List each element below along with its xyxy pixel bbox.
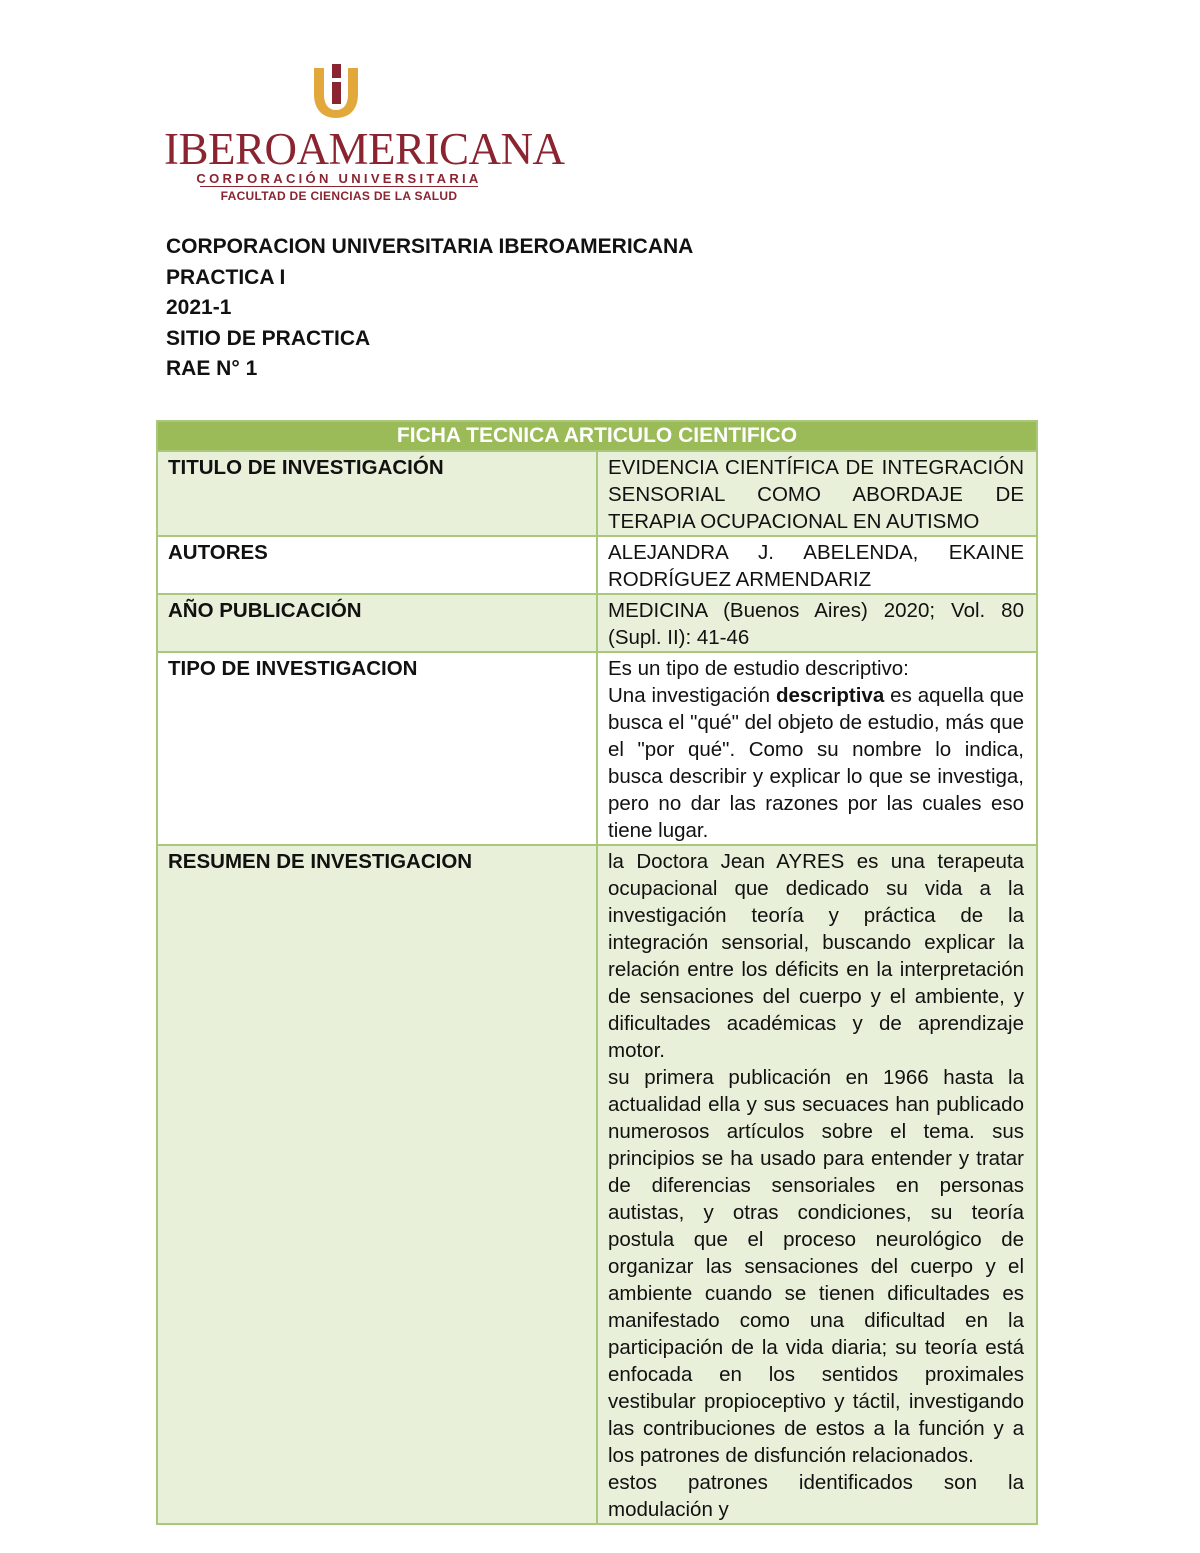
row-value-anio: MEDICINA (Buenos Aires) 2020; Vol. 80 (Supl. II): 41-46 bbox=[597, 594, 1037, 652]
row-value-resumen bbox=[597, 845, 1037, 1524]
logo-faculty: FACULTAD DE CIENCIAS DE LA SALUD bbox=[220, 189, 458, 203]
heading-site: SITIO DE PRACTICA bbox=[166, 326, 371, 350]
heading-period: 2021-1 bbox=[166, 296, 232, 319]
resumen-paragraph-3: estos patrones identificados son la modulación y bbox=[608, 1471, 1024, 1521]
row-label-autores: AUTORES bbox=[157, 536, 597, 594]
tipo-intro: Es un tipo de estudio descriptivo: bbox=[608, 657, 909, 680]
table-row-resumen bbox=[157, 845, 1037, 1524]
document-heading bbox=[166, 232, 693, 385]
resumen-paragraph-2: su primera publicación en 1966 hasta la actualidad ella y sus secuaces han publicado numerosos artículos sobre el tema. sus principios se ha usado para entender y tratar de diferencias sensoriales en personas autistas, y otras condiciones, su teoría postula que el proceso neurológico de organizar las sensaciones del cuerpo y el ambiente cuando se tienen dificultades es manifestado como una dificultad en la participación de la vida diaria; su teoría está enfocada en los sentidos proximales vestibular propioceptivo y táctil, investigando las contribuciones de estos a la función y a los patrones de disfunción relacionados. bbox=[608, 1066, 1024, 1467]
tipo-definition bbox=[608, 682, 1024, 844]
resumen-paragraph-1: la Doctora Jean AYRES es una terapeuta ocupacional que dedicado su vida a la investigación teoría y práctica de la integración sensorial, buscando explicar la relación entre los déficits en la interpretación de sensaciones del cuerpo y el ambiente, y dificultades académicas y de aprendizaje motor. bbox=[608, 850, 1024, 1062]
tipo-text-bold: descriptiva bbox=[775, 684, 885, 707]
row-label-anio: AÑO PUBLICACIÓN bbox=[157, 594, 597, 652]
university-emblem-icon bbox=[308, 64, 364, 122]
row-label-tipo: TIPO DE INVESTIGACION bbox=[157, 652, 597, 845]
row-label-titulo: TITULO DE INVESTIGACIÓN bbox=[157, 451, 597, 536]
logo-brand-text: IBEROAMERICANA bbox=[164, 124, 565, 174]
tipo-text-after: es aquella que busca el "qué" del objeto de estudio, más que el "por qué". Como su nombre lo indica, busca describir y explicar lo que se investiga, pero no dar las razones por las cuales eso tiene lugar. bbox=[608, 684, 1024, 842]
logo-divider bbox=[200, 186, 478, 187]
row-value-tipo bbox=[597, 652, 1037, 845]
table-header-row bbox=[157, 421, 1037, 451]
row-value-autores: ALEJANDRA J. ABELENDA, EKAINE RODRÍGUEZ ARMENDARIZ bbox=[597, 536, 1037, 594]
table-row-tipo bbox=[157, 652, 1037, 845]
table-row-anio bbox=[157, 594, 1037, 652]
heading-course: PRACTICA I bbox=[166, 265, 286, 289]
row-label-resumen: RESUMEN DE INVESTIGACION bbox=[157, 845, 597, 1524]
table-row-autores bbox=[157, 536, 1037, 594]
ficha-tecnica-table bbox=[156, 420, 1038, 1525]
row-value-titulo: EVIDENCIA CIENTÍFICA DE INTEGRACIÓN SENSORIAL COMO ABORDAJE DE TERAPIA OCUPACIONAL EN AUTISMO bbox=[597, 451, 1037, 536]
logo-subtitle: CORPORACIÓN UNIVERSITARIA bbox=[196, 171, 482, 186]
heading-rae-number: RAE N° 1 bbox=[166, 357, 258, 380]
table-header: FICHA TECNICA ARTICULO CIENTIFICO bbox=[157, 421, 1037, 451]
university-logo bbox=[160, 64, 565, 214]
table-row-titulo bbox=[157, 451, 1037, 536]
tipo-text-before: Una investigación bbox=[608, 684, 776, 707]
heading-institution: CORPORACION UNIVERSITARIA IBEROAMERICANA bbox=[166, 235, 694, 258]
